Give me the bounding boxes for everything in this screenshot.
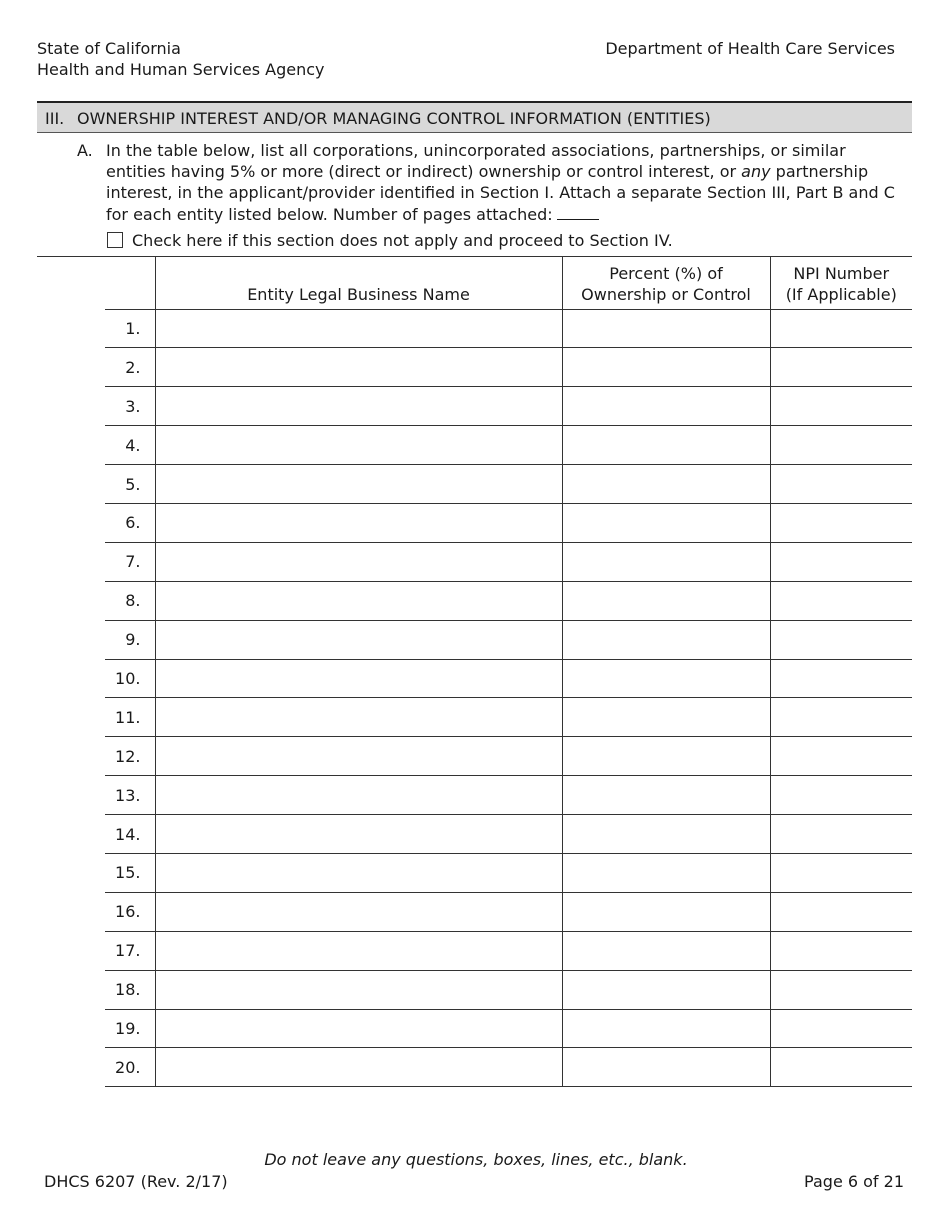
entity-name-cell[interactable] [155,698,562,737]
entity-table [105,256,912,1087]
entity-name-cell[interactable] [155,309,562,348]
percent-cell[interactable] [562,581,770,620]
row-number: 12. [105,737,155,776]
instructions-emphasis: any [741,162,771,181]
table-row [105,698,912,737]
section-number: III. [45,109,65,128]
npi-cell[interactable] [770,659,912,698]
entity-name-cell[interactable] [155,776,562,815]
npi-cell[interactable] [770,1048,912,1087]
table-row [105,348,912,387]
npi-header [770,256,912,309]
table-row [105,542,912,581]
table-row [105,465,912,504]
entity-name-header-label: Entity Legal Business Name [247,284,470,304]
npi-cell[interactable] [770,542,912,581]
percent-cell[interactable] [562,1048,770,1087]
npi-cell[interactable] [770,815,912,854]
percent-cell[interactable] [562,503,770,542]
npi-cell[interactable] [770,892,912,931]
row-number: 8. [105,581,155,620]
entity-name-cell[interactable] [155,815,562,854]
form-id: DHCS 6207 (Rev. 2/17) [44,1172,228,1191]
agency-header [37,38,325,80]
npi-cell[interactable] [770,620,912,659]
table-row [105,853,912,892]
entity-rows [105,309,912,1087]
instructions-text-1: In the table below, list all corporations, unincorporated associations, partnerships, or similar entities having 5% or more (direct or indirect) ownership or control interest, or [106,141,846,181]
npi-cell[interactable] [770,970,912,1009]
table-row [105,931,912,970]
npi-cell[interactable] [770,348,912,387]
npi-cell[interactable] [770,426,912,465]
npi-cell[interactable] [770,309,912,348]
row-number: 3. [105,387,155,426]
percent-cell[interactable] [562,659,770,698]
table-row [105,581,912,620]
row-number: 10. [105,659,155,698]
npi-cell[interactable] [770,931,912,970]
entity-name-cell[interactable] [155,503,562,542]
percent-cell[interactable] [562,892,770,931]
department-name: Department of Health Care Services [605,39,895,58]
percent-header-line2: Ownership or Control [581,284,751,304]
part-a-instructions [106,140,896,225]
percent-cell[interactable] [562,426,770,465]
row-number: 1. [105,309,155,348]
row-number: 4. [105,426,155,465]
percent-cell[interactable] [562,931,770,970]
npi-cell[interactable] [770,387,912,426]
section-header [37,101,912,133]
table-row [105,737,912,776]
entity-name-cell[interactable] [155,542,562,581]
table-row [105,387,912,426]
row-number: 19. [105,1009,155,1048]
table-row [105,1009,912,1048]
section-title: OWNERSHIP INTEREST AND/OR MANAGING CONTROL INFORMATION (ENTITIES) [77,109,711,128]
table-row [105,1048,912,1087]
percent-cell[interactable] [562,853,770,892]
page-number: Page 6 of 21 [804,1172,904,1191]
entity-name-cell[interactable] [155,426,562,465]
npi-header-line1: NPI Number [793,263,890,283]
table-row [105,892,912,931]
percent-cell[interactable] [562,620,770,659]
percent-cell[interactable] [562,970,770,1009]
row-number: 16. [105,892,155,931]
footer-note: Do not leave any questions, boxes, lines, etc., blank. [264,1150,688,1169]
percent-cell[interactable] [562,1009,770,1048]
part-letter: A. [77,141,93,160]
percent-cell[interactable] [562,776,770,815]
row-number: 18. [105,970,155,1009]
row-number-header [105,256,155,309]
entity-name-cell[interactable] [155,581,562,620]
npi-cell[interactable] [770,503,912,542]
agency-name: Health and Human Services Agency [37,60,325,79]
entity-name-header [155,256,562,309]
entity-name-cell[interactable] [155,970,562,1009]
npi-cell[interactable] [770,581,912,620]
row-number: 2. [105,348,155,387]
percent-cell[interactable] [562,737,770,776]
table-row [105,426,912,465]
table-header-row [105,256,912,309]
row-number: 7. [105,542,155,581]
entity-name-cell[interactable] [155,465,562,504]
row-number: 6. [105,503,155,542]
entity-name-cell[interactable] [155,659,562,698]
table-row [105,970,912,1009]
entity-name-cell[interactable] [155,620,562,659]
percent-cell[interactable] [562,542,770,581]
npi-cell[interactable] [770,1009,912,1048]
row-number: 15. [105,853,155,892]
percent-header-line1: Percent (%) of [609,263,723,283]
entity-name-cell[interactable] [155,853,562,892]
entity-name-cell[interactable] [155,348,562,387]
row-number: 20. [105,1048,155,1087]
percent-cell[interactable] [562,465,770,504]
percent-cell[interactable] [562,348,770,387]
entity-name-cell[interactable] [155,892,562,931]
entity-name-cell[interactable] [155,1009,562,1048]
entity-name-cell[interactable] [155,737,562,776]
row-number: 14. [105,815,155,854]
table-row [105,776,912,815]
table-row [105,659,912,698]
npi-cell[interactable] [770,737,912,776]
not-applicable-checkbox[interactable] [107,232,123,248]
percent-header [562,256,770,309]
percent-cell[interactable] [562,698,770,737]
npi-cell[interactable] [770,776,912,815]
entity-name-cell[interactable] [155,387,562,426]
table-row [105,503,912,542]
entity-name-cell[interactable] [155,931,562,970]
npi-cell[interactable] [770,698,912,737]
table-row [105,309,912,348]
not-applicable-label: Check here if this section does not apply and proceed to Section IV. [132,231,673,250]
row-number: 13. [105,776,155,815]
percent-cell[interactable] [562,387,770,426]
npi-cell[interactable] [770,853,912,892]
percent-cell[interactable] [562,815,770,854]
table-row [105,620,912,659]
row-number: 11. [105,698,155,737]
pages-attached-field[interactable] [557,203,599,220]
npi-header-line2: (If Applicable) [785,284,897,304]
row-number: 5. [105,465,155,504]
instructions-text-2: partnership interest, in the applicant/provider identified in Section I. Attach a separate Section III, Part B and C for each entity listed below. Number of pages attached: [106,162,895,224]
npi-cell[interactable] [770,465,912,504]
entity-name-cell[interactable] [155,1048,562,1087]
row-number: 9. [105,620,155,659]
state-name: State of California [37,39,181,58]
percent-cell[interactable] [562,309,770,348]
table-row [105,815,912,854]
row-number: 17. [105,931,155,970]
